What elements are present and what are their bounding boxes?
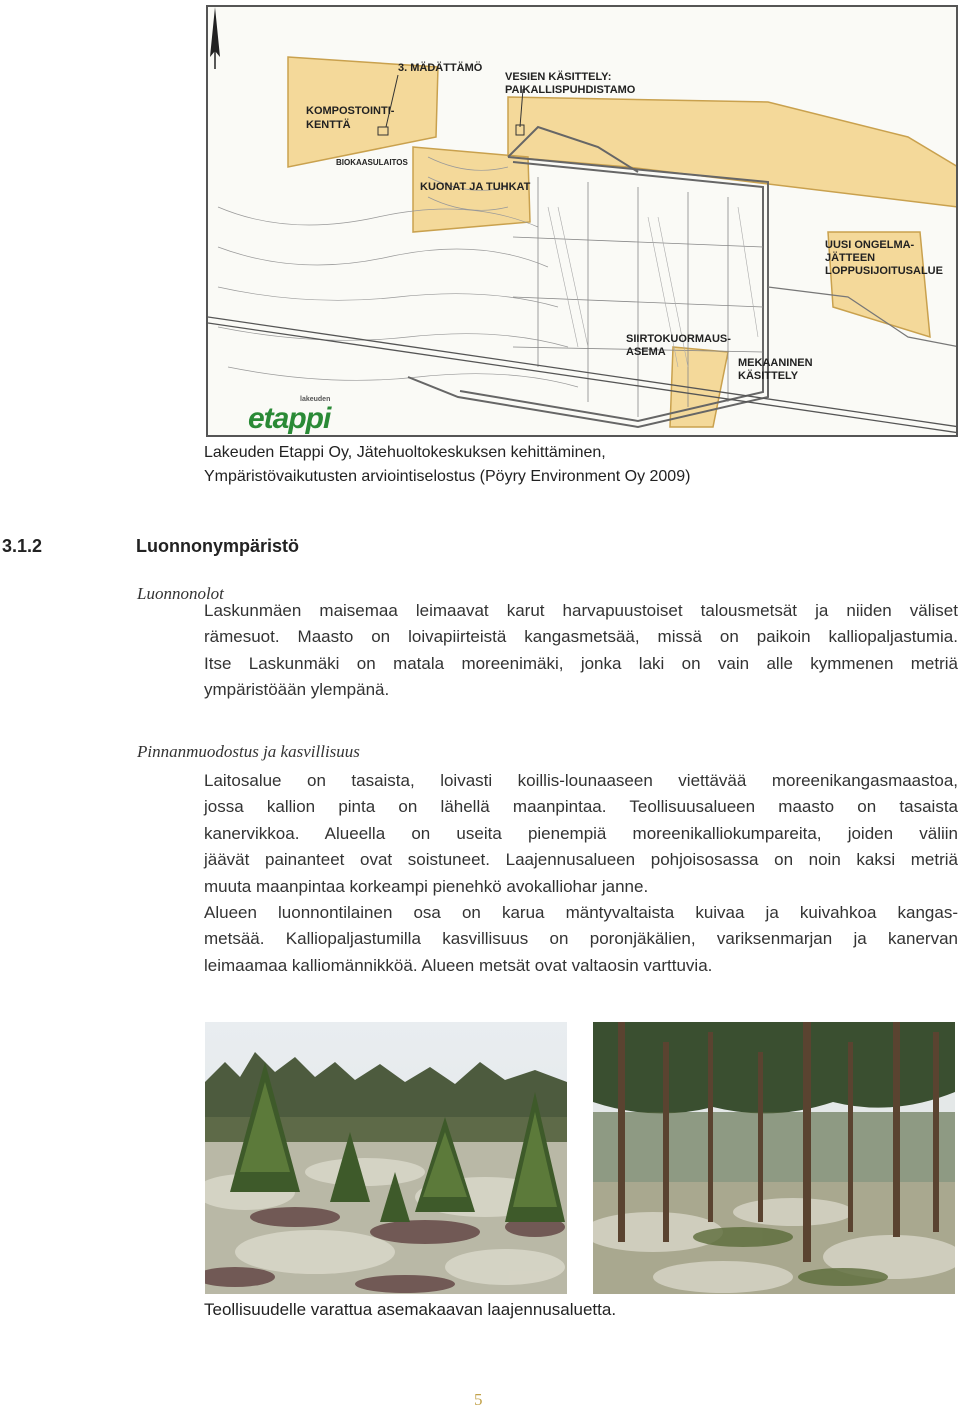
map-caption-line-2: Ympäristövaikutusten arviointiselostus (Pöyry Environment Oy 2009) — [204, 468, 691, 485]
paragraph-line: leimaamaa kalliomännikköä. Alueen metsät ovat valtaosin varttuvia. — [204, 955, 713, 975]
paragraph-line: Itse Laskunmäki on matala moreenimäki, jonka laki on vain alle kymmenen metriä — [204, 653, 958, 673]
map-label-uusi-3: LOPPUSIJOITUSALUE — [825, 265, 943, 277]
paragraph-pinnanmuodostus — [204, 768, 958, 979]
paragraph-line: jossa kallion pinta on lähellä maanpintaa. Teollisuusalueen maasto on tasaista — [204, 797, 958, 817]
photo-caption: Teollisuudelle varattua asemakaavan laajennusaluetta. — [204, 1300, 617, 1319]
paragraph-line: metsää. Kalliopaljastumilla kasvillisuus on poronjäkälien, variksenmarjan ja kanervan — [204, 929, 958, 949]
page-number: 5 — [474, 1390, 483, 1409]
paragraph-line: ympäristöään ylempänä. — [204, 680, 390, 700]
map-label-mekaaninen-1: MEKAANINEN — [738, 357, 813, 369]
map-label-vesien: VESIEN KÄSITTELY: — [505, 71, 612, 83]
map-label-uusi-1: UUSI ONGELMA- — [825, 239, 915, 251]
section-number: 3.1.2 — [2, 536, 43, 556]
subhead-pinnanmuodostus: Pinnanmuodostus ja kasvillisuus — [137, 742, 360, 761]
map-label-madattamo: 3. MÄDÄTTÄMÖ — [398, 62, 483, 74]
forest-photo-left — [205, 1022, 567, 1294]
subhead-luonnonolot: Luonnonolot — [137, 584, 224, 603]
paragraph-line: Alueen luonnontilainen osa on karua mäntyvaltaista kuivaa ja kuivahkoa kangas- — [204, 903, 958, 923]
map-label-kompostointi-1: KOMPOSTOINTI- — [306, 105, 395, 117]
paragraph-line: Laskunmäen maisemaa leimaavat karut harvapuustoiset talousmetsät ja niiden väliset — [204, 601, 958, 620]
etappi-logo: lakeuden etappi — [248, 396, 331, 435]
paragraph-line: jäävät painanteet ovat soistuneet. Laajennusalueen pohjoisosassa on noin kaksi metriä — [204, 850, 958, 870]
map-label-uusi-2: JÄTTEEN — [825, 252, 876, 264]
map-label-paikallis: PAIKALLISPUHDISTAMO — [505, 84, 636, 96]
paragraph-luonnonolot — [204, 598, 958, 704]
map-label-biokaasu: BIOKAASULAITOS — [336, 158, 408, 167]
map-label-siirto-1: SIIRTOKUORMAUS- — [626, 333, 731, 345]
paragraph-line: kanervikkoa. Alueella on useita pienempiä moreenikalliokumpareita, joiden väliin — [204, 823, 958, 843]
forest-photo-right — [593, 1022, 955, 1294]
map-label-siirto-2: ASEMA — [626, 346, 666, 358]
map-label-kompostointi-2: KENTTÄ — [306, 119, 351, 131]
section-title: Luonnonympäristö — [136, 536, 299, 556]
map-label-kuonat: KUONAT JA TUHKAT — [420, 181, 531, 193]
paragraph-line: Laitosalue on tasaista, loivasti koillis-lounaaseen viettävää moreenikangasmaastoa, — [204, 771, 958, 790]
north-arrow-icon — [208, 7, 222, 69]
paragraph-line: rämesuot. Maasto on loivapiirteistä kangasmetsää, missä on paikoin kalliopaljastumia. — [204, 627, 958, 647]
map-label-mekaaninen-2: KÄSITTELY — [738, 370, 799, 382]
map-caption-line-1: Lakeuden Etappi Oy, Jätehuoltokeskuksen kehittäminen, — [204, 444, 606, 461]
paragraph-line: muuta maanpintaa korkeampi pienehkö avokalliohar janne. — [204, 876, 649, 896]
site-map — [206, 5, 958, 437]
